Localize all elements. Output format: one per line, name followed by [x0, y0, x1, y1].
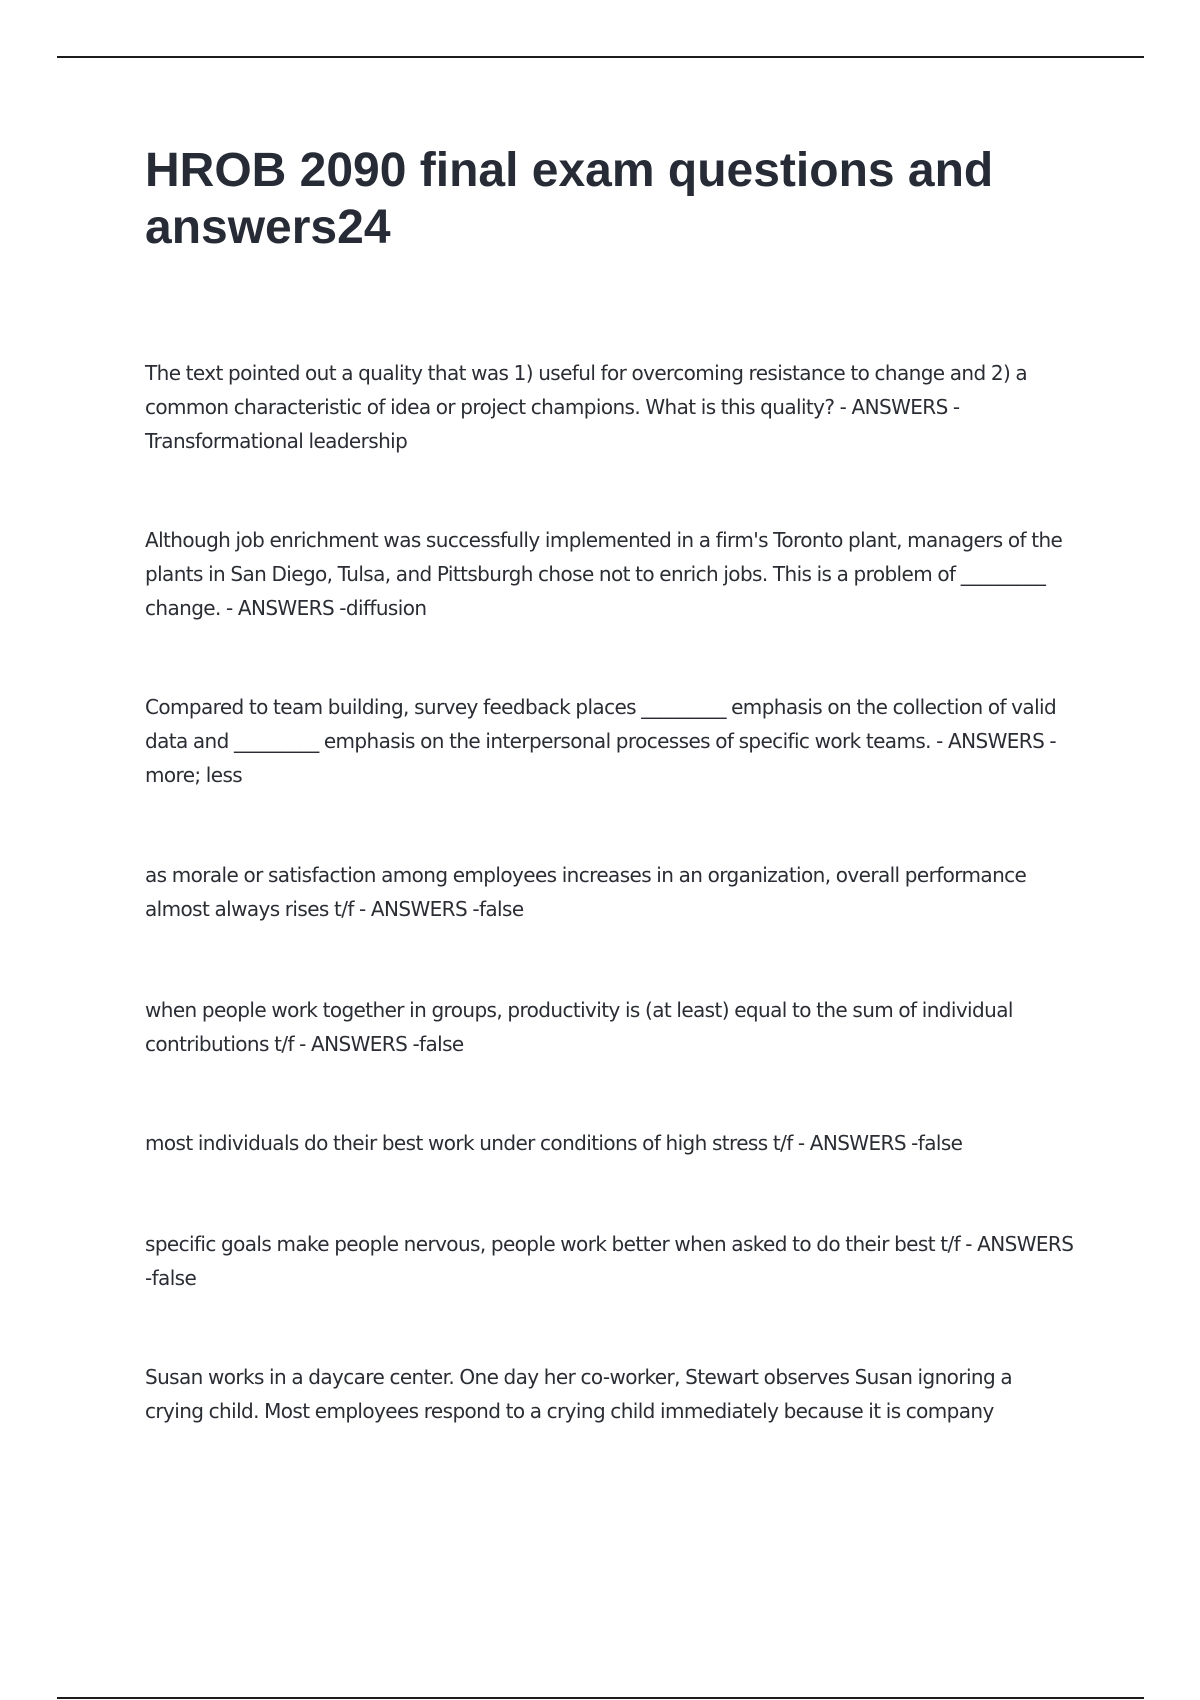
qa-item-6: most individuals do their best work under conditions of high stress t/f - ANSWERS -false: [145, 1131, 963, 1155]
qa-item-3: Compared to team building, survey feedback places _________ emphasis on the collection of valid data and _________ emphasis on the interpersonal processes of specific work teams. - ANSWERS -more; less: [145, 695, 1057, 787]
qa-item-5: when people work together in groups, productivity is (at least) equal to the sum of individual contributions t/f - ANSWERS -false: [145, 998, 1013, 1056]
qa-item-4: as morale or satisfaction among employees increases in an organization, overall performance almost always rises t/f - ANSWERS -false: [145, 863, 1027, 921]
bottom-rule: [57, 1697, 1144, 1699]
top-rule: [57, 56, 1144, 58]
qa-item-8: Susan works in a daycare center. One day her co-worker, Stewart observes Susan ignoring a crying child. Most employees respond to a crying child immediately because it is company: [145, 1365, 1012, 1423]
qa-item-1: The text pointed out a quality that was 1) useful for overcoming resistance to change and 2) a common characteristic of idea or project champions. What is this quality? - ANSWERS -Transformational leadership: [145, 361, 1028, 453]
qa-item-7: specific goals make people nervous, people work better when asked to do their best t/f - ANSWERS -false: [145, 1232, 1074, 1290]
document-title: HROB 2090 final exam questions and answers24: [145, 144, 994, 254]
qa-item-2: Although job enrichment was successfully implemented in a firm's Toronto plant, managers of the plants in San Diego, Tulsa, and Pittsburgh chose not to enrich jobs. This is a problem of _________ change. - ANSWERS -diffusion: [145, 528, 1063, 620]
